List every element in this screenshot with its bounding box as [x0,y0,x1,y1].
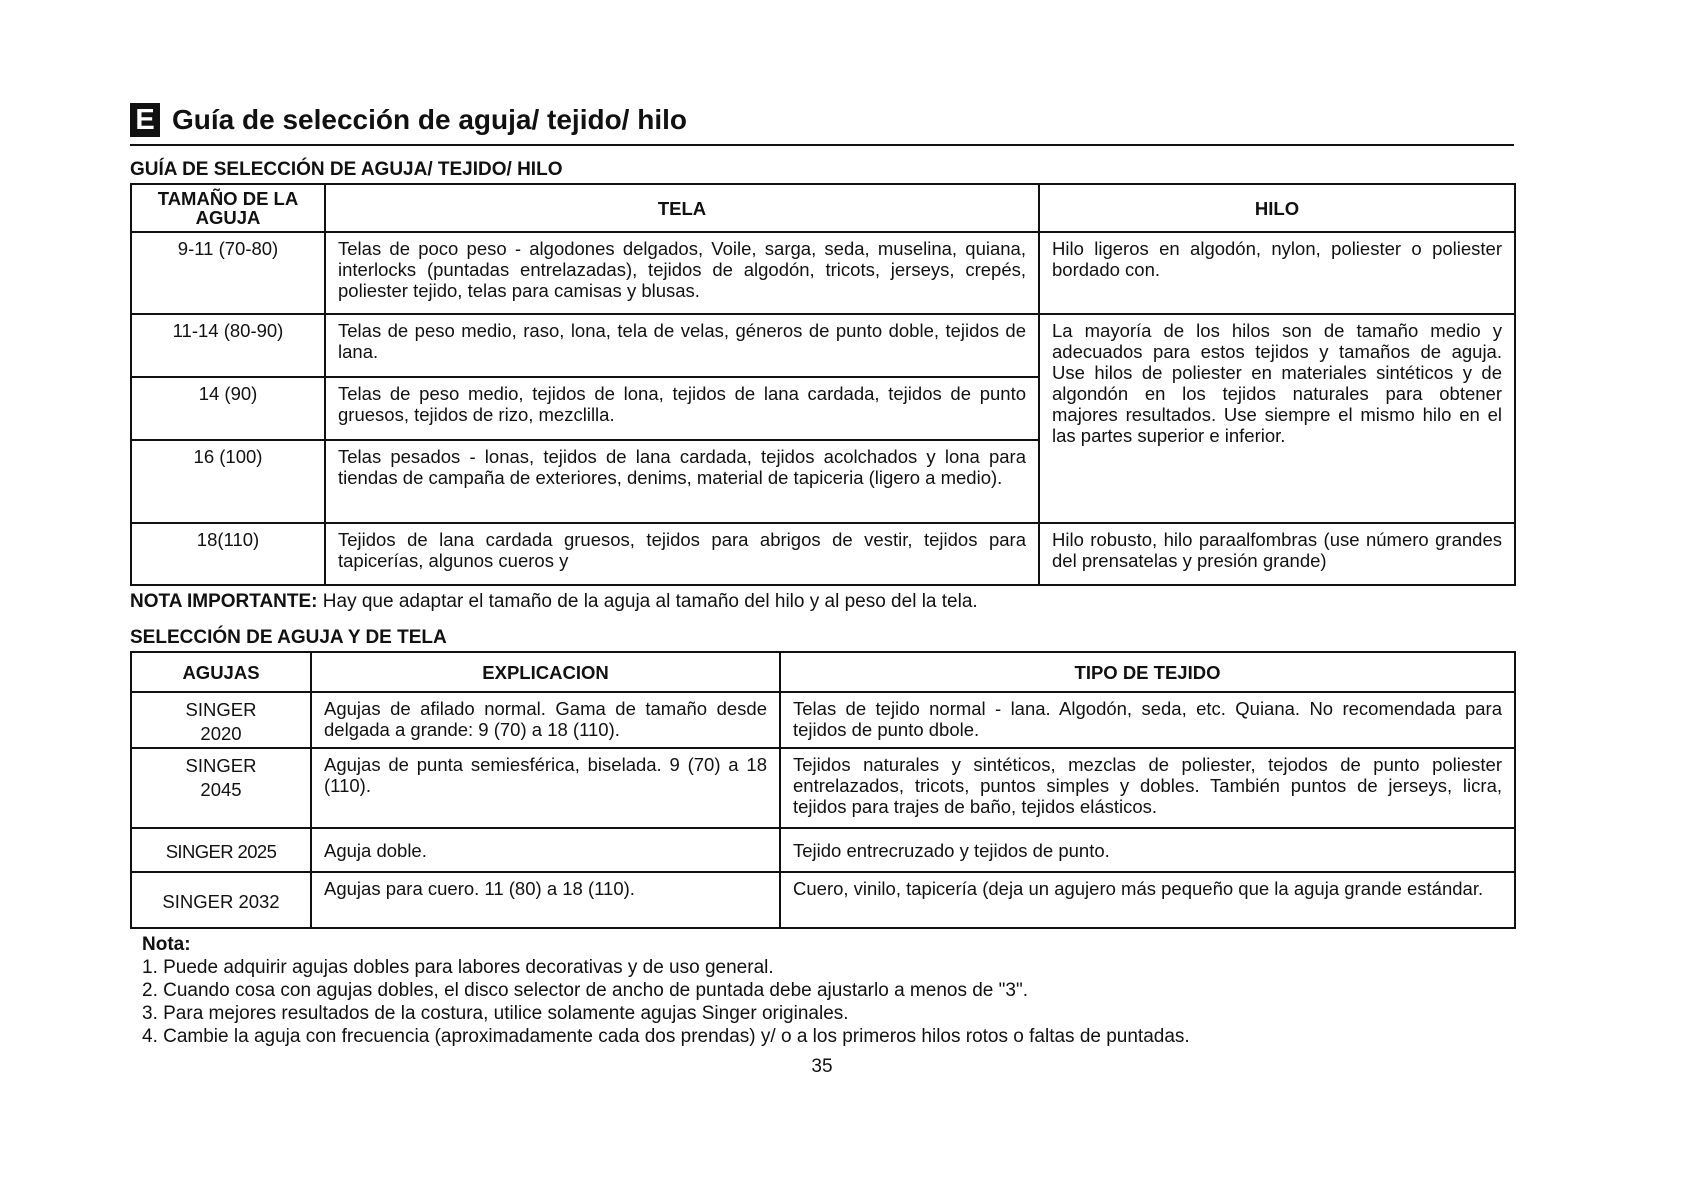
table-row [131,523,1515,585]
fabric-type-cell: Telas de tejido normal - lana. Algodón, seda, etc. Quiana. No recomendada para tejidos de punto dbole. [780,692,1515,748]
column-header: EXPLICACION [311,652,780,692]
note-item: 3. Para mejores resultados de la costura, utilice solamente agujas Singer originales. [142,1003,849,1024]
note-item: 4. Cambie la aguja con frecuencia (aproximadamente cada dos prendas) y/ o a los primeros hilos rotos o faltas de puntadas. [142,1026,1190,1047]
table-header-row [131,184,1515,232]
table-row [131,828,1515,872]
table-header-row [131,652,1515,692]
explanation-cell: Aguja doble. [311,828,780,872]
needle-size-cell: 16 (100) [131,440,325,523]
fabric-cell: Telas de peso medio, tejidos de lona, tejidos de lana cardada, tejidos de punto gruesos, tejidos de rizo, mezclilla. [325,377,1039,440]
needle-model: 2045 [200,779,242,800]
notes-title: Nota: [142,934,191,955]
needle-fabric-thread-table [130,183,1516,586]
thread-cell: La mayoría de los hilos son de tamaño medio y adecuados para estos tejidos y tamaños de aguja. Use hilos de poliester en materiales sintéticos y de algondón en los tejidos naturales para obtener majores resultados. Use siempre el mismo hilo en el las partes superior e inferior. [1039,314,1515,523]
table-row [131,872,1515,928]
needle-brand: SINGER [185,699,257,720]
thread-cell: Hilo robusto, hilo paraalfombras (use número grandes del prensatelas y presión grande) [1039,523,1515,585]
fabric-cell: Telas de poco peso - algodones delgados, Voile, sarga, seda, muselina, quiana, interlocks (puntadas entrelazadas), tejidos de algodón, tricots, jerseys, crepés, poliester tejido, telas para camisas y blusas. [325,232,1039,314]
fabric-cell: Tejidos de lana cardada gruesos, tejidos para abrigos de vestir, tejidos para tapicerías, algunos cueros y [325,523,1039,585]
needle-size-cell: 14 (90) [131,377,325,440]
needle-brand: SINGER [185,755,257,776]
fabric-cell: Telas de peso medio, raso, lona, tela de velas, géneros de punto doble, tejidos de lana. [325,314,1039,377]
important-note-label: NOTA IMPORTANTE: [130,591,318,612]
needle-size-cell: 11-14 (80-90) [131,314,325,377]
table2-title: SELECCIÓN DE AGUJA Y DE TELA [130,627,447,648]
fabric-cell: Telas pesados - lonas, tejidos de lana cardada, tejidos acolchados y lona para tiendas de campaña de exteriores, denims, material de tapiceria (ligero a medio). [325,440,1039,523]
table-row [131,232,1515,314]
table-row [131,692,1515,748]
manual-page [130,100,1514,1078]
explanation-cell: Agujas de afilado normal. Gama de tamaño desde delgada a grande: 9 (70) a 18 (110). [311,692,780,748]
column-header: TAMAÑO DE LA AGUJA [131,184,325,232]
needle-cell: SINGER 2032 [131,872,311,928]
page-title: Guía de selección de aguja/ tejido/ hilo [172,104,688,135]
table-row [131,314,1515,377]
fabric-type-cell: Tejido entrecruzado y tejidos de punto. [780,828,1515,872]
important-note-text: Hay que adaptar el tamaño de la aguja al tamaño del hilo y al peso del la tela. [317,591,978,612]
needle-cell: SINGER 2025 [131,828,311,872]
needle-selection-table [130,651,1516,929]
section-header [130,100,1514,146]
column-header: HILO [1039,184,1515,232]
explanation-cell: Agujas de punta semiesférica, biselada. 9 (70) a 18 (110). [311,748,780,828]
thread-cell: Hilo ligeros en algodón, nylon, poliester o poliester bordado con. [1039,232,1515,314]
column-header: TELA [325,184,1039,232]
table1-title: GUÍA DE SELECCIÓN DE AGUJA/ TEJIDO/ HILO [130,159,563,180]
important-note [130,591,1514,613]
column-header: AGUJAS [131,652,311,692]
page-number: 35 [811,1056,833,1077]
needle-size-cell: 18(110) [131,523,325,585]
fabric-type-cell: Cuero, vinilo, tapicería (deja un agujero más pequeño que la aguja grande estándar. [780,872,1515,928]
needle-model: 2020 [200,723,242,744]
column-header: TIPO DE TEJIDO [780,652,1515,692]
explanation-cell: Agujas para cuero. 11 (80) a 18 (110). [311,872,780,928]
needle-size-cell: 9-11 (70-80) [131,232,325,314]
fabric-type-cell: Tejidos naturales y sintéticos, mezclas de poliester, tejodos de punto poliester entrelazados, tricots, puntos simples y dobles. También puntos de jerseys, licra, tejidos para trajes de baño, tejidos elásticos. [780,748,1515,828]
needle-cell [131,692,311,748]
note-item: 1. Puede adquirir agujas dobles para labores decorativas y de uso general. [142,957,774,978]
table-row [131,748,1515,828]
needle-cell [131,748,311,828]
notes-section [130,933,1514,1048]
section-badge: E [130,103,160,137]
note-item: 2. Cuando cosa con agujas dobles, el disco selector de ancho de puntada debe ajustarlo a menos de "3". [142,980,1028,1001]
